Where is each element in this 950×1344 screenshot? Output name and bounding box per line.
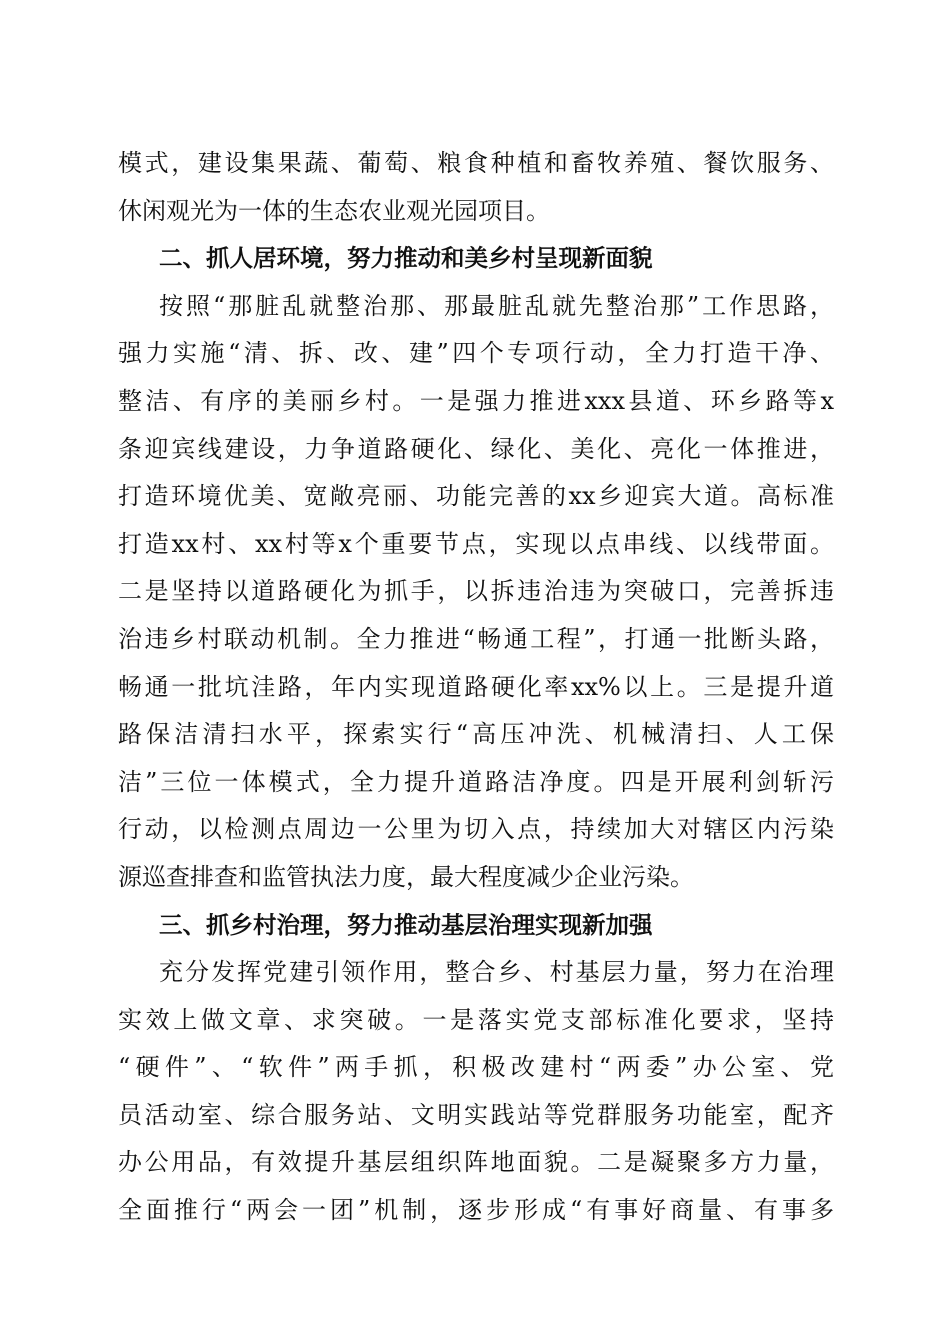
text-line: 模式，建设集果蔬、葡萄、粮食种植和畜牧养殖、餐饮服务、	[118, 149, 834, 177]
text-line: 二是坚持以道路硬化为抓手，以拆违治违为突破口，完善拆违	[118, 577, 834, 606]
text-line: 休闲观光为一体的生态农业观光园项目。	[118, 196, 550, 225]
text-line: 打造环境优美、宽敞亮丽、功能完善的xx乡迎宾大道。高标准	[118, 482, 834, 511]
text-line: 打造xx村、xx村等x个重要节点，实现以点串线、以线带面。	[118, 529, 834, 558]
section-heading: 二、抓人居环境，努力推动和美乡村呈现新面貌	[159, 244, 653, 273]
text-line: 源巡查排查和监管执法力度，最大程度减少企业污染。	[118, 862, 694, 891]
text-line: 条迎宾线建设，力争道路硬化、绿化、美化、亮化一体推进，	[118, 434, 834, 463]
text-line: 洁”三位一体模式，全力提升道路洁净度。四是开展利剑斩污	[118, 767, 834, 796]
text-line: 员活动室、综合服务站、文明实践站等党群服务功能室，配齐	[118, 1100, 834, 1129]
text-line: 路保洁清扫水平，探索实行“高压冲洗、机械清扫、人工保	[118, 720, 834, 749]
text-line: 充分发挥党建引领作用，整合乡、村基层力量，努力在治理	[159, 958, 834, 987]
text-line: 按照“那脏乱就整治那、那最脏乱就先整治那”工作思路，	[159, 291, 834, 320]
text-line: 治违乡村联动机制。全力推进“畅通工程”，打通一批断头路，	[118, 624, 834, 653]
text-line: 全面推行“两会一团”机制，逐步形成“有事好商量、有事多	[118, 1196, 834, 1225]
text-line: 实效上做文章、求突破。一是落实党支部标准化要求，坚持	[118, 1005, 834, 1034]
text-line: 整洁、有序的美丽乡村。一是强力推进xxx县道、环乡路等x	[118, 386, 834, 415]
text-line: 畅通一批坑洼路，年内实现道路硬化率xx%以上。三是提升道	[118, 672, 834, 701]
text-line: “硬件”、“软件”两手抓，积极改建村“两委”办公室、党	[118, 1053, 834, 1082]
text-line: 强力实施“清、拆、改、建”四个专项行动，全力打造干净、	[118, 339, 834, 368]
section-heading: 三、抓乡村治理，努力推动基层治理实现新加强	[159, 910, 653, 939]
text-line: 办公用品，有效提升基层组织阵地面貌。二是凝聚多方力量，	[118, 1148, 834, 1177]
text-line: 行动，以检测点周边一公里为切入点，持续加大对辖区内污染	[118, 815, 834, 844]
document-body	[118, 140, 834, 1235]
